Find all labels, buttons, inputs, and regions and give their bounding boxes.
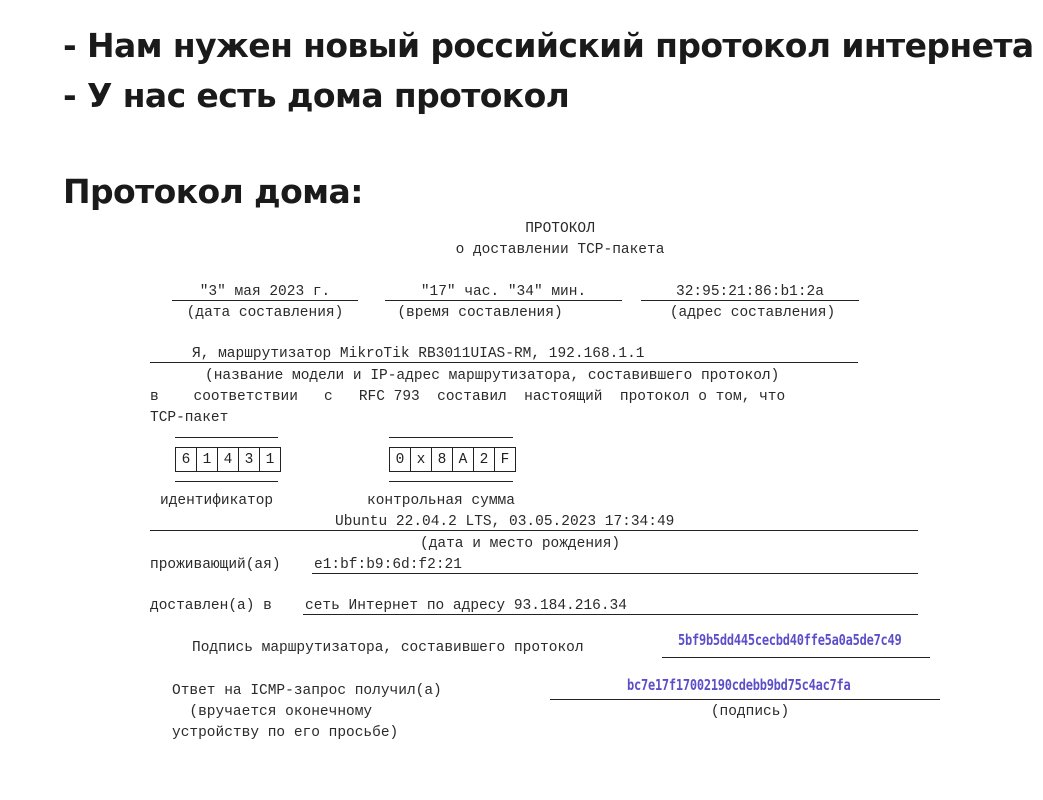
checksum-digit: 0 (395, 451, 405, 468)
identifier-digit: 1 (259, 448, 280, 471)
checksum-digit: 2 (473, 448, 494, 471)
time-value: "17" час. "34" мин. (420, 284, 587, 300)
router-signature: 5bf9b5dd445cecbd40ffe5a0a5de7c49 (678, 631, 902, 649)
router-value: Я, маршрутизатор MikroTik RB3011UIAS-RM, 192.168.1.1 (192, 346, 645, 362)
signature-label: (подпись) (710, 704, 790, 720)
router-underline (150, 362, 858, 363)
identifier-label: идентификатор (160, 493, 274, 509)
identifier-digit: 1 (196, 448, 217, 471)
document-subtitle: о доставлении TCP-пакета (455, 242, 665, 258)
router-signature-underline (662, 657, 930, 658)
meme-heading: Протокол дома: (63, 172, 363, 211)
checksum-digit: x (410, 448, 431, 471)
recipient-signature: bc7e17f17002190cdebb9bd75c4ac7fa (627, 676, 851, 694)
meme-line-2: - У нас есть дома протокол (63, 76, 570, 115)
document-title: ПРОТОКОЛ (525, 221, 595, 237)
date-label: (дата составления) (186, 305, 344, 321)
time-underline (385, 300, 622, 301)
birth-label: (дата и место рождения) (420, 536, 621, 552)
identifier-box-bottom-line (175, 481, 278, 482)
delivered-value: сеть Интернет по адресу 93.184.216.34 (305, 598, 627, 614)
time-label: (время составления) (397, 305, 563, 321)
identifier-box-top-line (175, 437, 278, 438)
statement-line-1: в соответствии с RFC 793 составил настоящий протокол о том, что (150, 389, 786, 405)
birth-value: Ubuntu 22.04.2 LTS, 03.05.2023 17:34:49 (335, 514, 675, 530)
checksum-digit: 8 (431, 448, 452, 471)
checksum-digit: F (494, 448, 515, 471)
statement-line-2: TCP-пакет (150, 410, 229, 426)
identifier-digit: 3 (238, 448, 259, 471)
birth-underline (150, 530, 918, 531)
checksum-box-bottom-line (389, 481, 513, 482)
icmp-line-3: устройству по его просьбе) (172, 725, 399, 741)
checksum-label: контрольная сумма (367, 493, 515, 509)
residing-label: проживающий(ая) (150, 557, 281, 573)
address-underline (641, 300, 859, 301)
checksum-digit: A (452, 448, 473, 471)
checksum-box-top-line (389, 437, 513, 438)
checksum-box (389, 447, 516, 472)
address-label: (адрес составления) (669, 305, 836, 321)
address-value: 32:95:21:86:b1:2a (676, 284, 824, 300)
delivered-underline (303, 614, 918, 615)
delivered-label: доставлен(а) в (150, 598, 272, 614)
identifier-digit: 4 (217, 448, 238, 471)
date-underline (172, 300, 358, 301)
residing-underline (312, 573, 918, 574)
router-signature-label: Подпись маршрутизатора, составившего протокол (192, 640, 584, 656)
meme-line-1: - Нам нужен новый российский протокол интернета (63, 26, 1034, 65)
router-label: (название модели и IP-адрес маршрутизатора, составившего протокол) (205, 368, 780, 384)
recipient-signature-underline (550, 699, 940, 700)
icmp-line-2: (вручается оконечному (172, 704, 373, 720)
identifier-box (175, 447, 281, 472)
residing-value: e1:bf:b9:6d:f2:21 (314, 557, 462, 573)
date-value: "3" мая 2023 г. (199, 284, 331, 300)
icmp-line-1: Ответ на ICMP-запрос получил(а) (172, 683, 442, 699)
identifier-digit: 6 (181, 451, 191, 468)
